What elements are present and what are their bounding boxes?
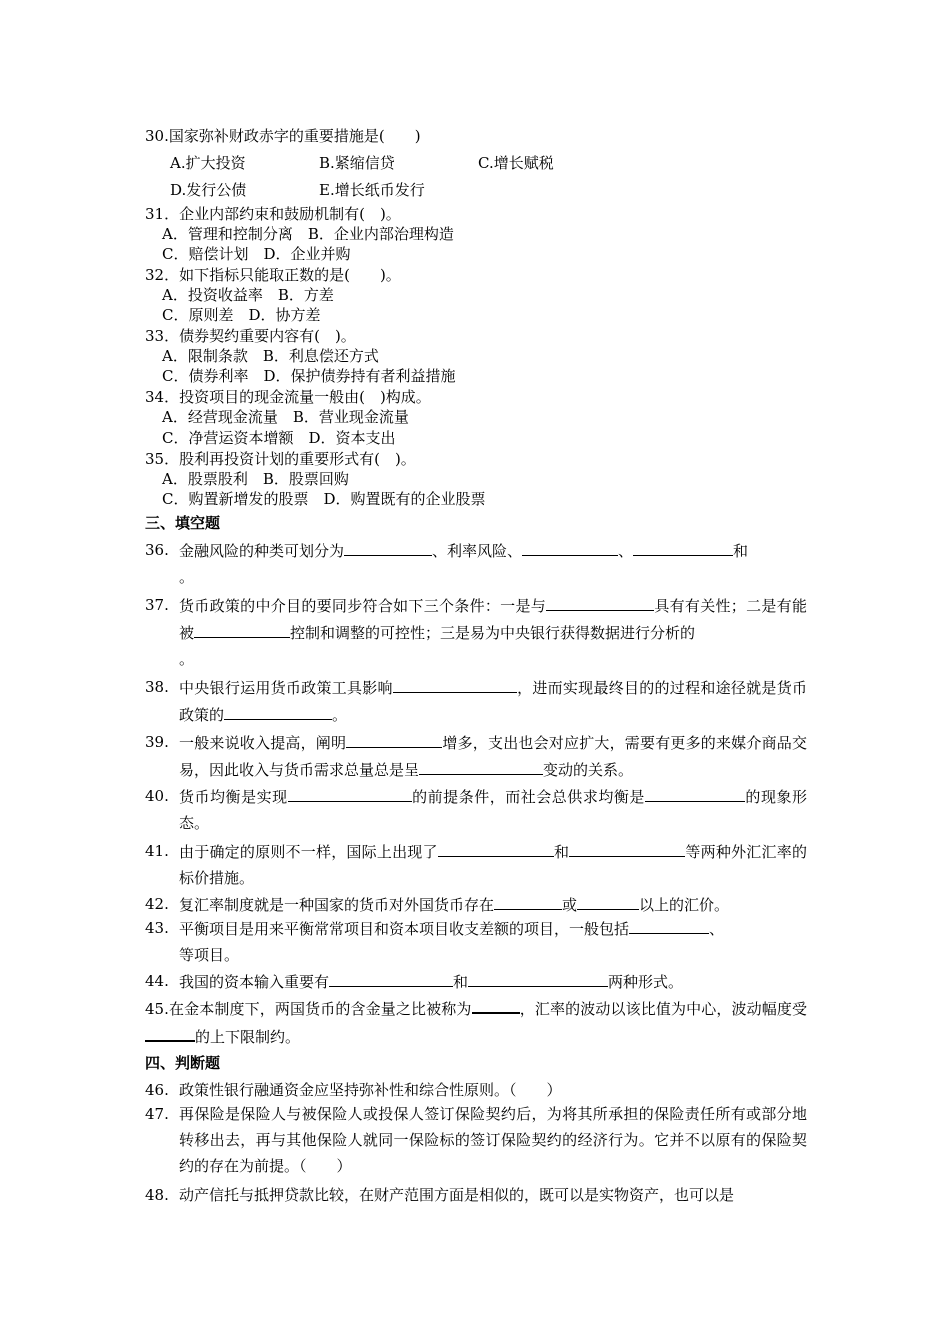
question-48-text: 动产信托与抵押贷款比较，在财产范围方面是相似的，既可以是实物资产，也可以是: [179, 1186, 735, 1204]
answer-blank[interactable]: [546, 592, 654, 611]
answer-blank[interactable]: [569, 838, 685, 857]
question-30-option-e: E.增长纸币发行: [319, 181, 425, 199]
question-36: [145, 537, 807, 589]
section-heading-fill-in: 三、填空题: [145, 514, 221, 532]
question-34-options-ab: A．经营现金流量 B．营业现金流量: [162, 408, 409, 426]
question-34-stem: 34．投资项目的现金流量一般由( )构成。: [145, 388, 431, 406]
question-42-text: 复汇率制度就是一种国家的货币对外国货币存在 或 以上的汇价。: [179, 891, 807, 918]
answer-blank[interactable]: [472, 994, 520, 1014]
question-number: 36.: [145, 541, 169, 559]
question-32-options-ab: A．投资收益率 B．方差: [162, 286, 334, 304]
question-35-options-cd: C．购置新增发的股票 D．购置既有的企业股票: [162, 490, 486, 508]
question-47: [145, 1101, 807, 1179]
question-41: [145, 838, 807, 890]
question-31-stem: 31．企业内部约束和鼓励机制有( )。: [145, 205, 401, 223]
answer-blank[interactable]: [224, 701, 332, 720]
question-number: 41.: [145, 842, 169, 860]
question-number: 37.: [145, 596, 169, 614]
question-33-stem: 33．债券契约重要内容有( )。: [145, 327, 356, 345]
question-30-option-b: B.紧缩信贷: [319, 154, 395, 172]
answer-blank[interactable]: [438, 838, 554, 857]
section-heading-true-false: 四、判断题: [145, 1054, 221, 1072]
question-38-text: 中央银行运用货币政策工具影响 ，进而实现最终目的的过程和途径就是货币政策的 。: [179, 674, 807, 728]
question-39-text: 一般来说收入提高，阐明 增多，支出也会对应扩大，需要有更多的来媒介商品交易，因此收入与货币需求总量总是呈 变动的关系。: [179, 729, 807, 783]
answer-blank[interactable]: [629, 915, 709, 934]
question-31-options-ab: A．管理和控制分离 B．企业内部治理构造: [162, 225, 454, 243]
question-37-text: 货币政策的中介目的要同步符合如下三个条件：一是与 具有有关性；二是有能被 控制和调整的可控性；三是易为中央银行获得数据进行分析的 。: [179, 592, 807, 672]
answer-blank[interactable]: [329, 968, 453, 987]
answer-blank[interactable]: [145, 1022, 195, 1042]
question-37: [145, 592, 807, 670]
answer-blank[interactable]: [468, 968, 608, 987]
question-number: 38.: [145, 678, 169, 696]
question-43-text: 平衡项目是用来平衡常常项目和资本项目收支差额的项目，一般包括 、 等项目。: [179, 915, 807, 968]
question-47-text: 再保险是保险人与被保险人或投保人签订保险契约后，为将其所承担的保险责任所有或部分地转移出去，再与其他保险人就同一保险标的签订保险契约的经济行为。它并不以原有的保险契约的存在为前提。（ ）: [179, 1105, 807, 1175]
answer-blank[interactable]: [419, 756, 543, 775]
answer-blank[interactable]: [194, 619, 290, 638]
question-number: 42.: [145, 895, 169, 913]
answer-blank[interactable]: [494, 891, 562, 910]
answer-blank[interactable]: [645, 783, 745, 802]
question-43: [145, 915, 807, 967]
answer-blank[interactable]: [393, 674, 517, 693]
answer-blank[interactable]: [288, 783, 412, 802]
answer-blank[interactable]: [346, 729, 442, 748]
question-number: 48.: [145, 1186, 169, 1204]
answer-blank[interactable]: [344, 537, 432, 556]
question-number: 47.: [145, 1105, 169, 1123]
question-41-text: 由于确定的原则不一样，国际上出现了 和 等两种外汇汇率的标价措施。: [179, 838, 807, 891]
question-33-options-ab: A．限制条款 B．利息偿还方式: [162, 347, 379, 365]
question-number: 44.: [145, 972, 169, 990]
question-number: 39.: [145, 733, 169, 751]
question-number: 46.: [145, 1081, 169, 1099]
question-44: [145, 968, 807, 994]
question-number: 40.: [145, 787, 169, 805]
question-36-text: 金融风险的种类可划分为 、利率风险、 、 和 。: [179, 537, 807, 590]
question-46-text: 政策性银行融通资金应坚持弥补性和综合性原则。（ ）: [179, 1081, 562, 1099]
question-35-options-ab: A．股票股利 B．股票回购: [162, 470, 349, 488]
question-30-stem: 30.国家弥补财政赤字的重要措施是( ): [145, 127, 421, 145]
question-35-stem: 35．股利再投资计划的重要形式有( )。: [145, 450, 416, 468]
question-38: [145, 674, 807, 726]
question-33-options-cd: C．债券利率 D．保护债券持有者利益措施: [162, 367, 456, 385]
question-45: [145, 994, 807, 1046]
answer-blank[interactable]: [522, 537, 618, 556]
question-34-options-cd: C．净营运资本增额 D．资本支出: [162, 429, 396, 447]
question-44-text: 我国的资本输入重要有 和 两种形式。: [179, 968, 807, 995]
question-30-option-c: C.增长赋税: [478, 154, 554, 172]
question-39: [145, 729, 807, 781]
question-45-text: 45.在金本制度下，两国货币的含金量之比被称为 ，汇率的波动以该比值为中心，波动幅度受 的上下限制约。: [145, 994, 807, 1050]
question-42: [145, 891, 807, 917]
question-48: [145, 1182, 807, 1208]
question-number: 43.: [145, 919, 169, 937]
question-30-option-d: D.发行公债: [170, 181, 247, 199]
question-32-options-cd: C．原则差 D．协方差: [162, 306, 321, 324]
question-40: [145, 783, 807, 835]
answer-blank[interactable]: [633, 537, 733, 556]
question-46: [145, 1077, 807, 1103]
question-32-stem: 32．如下指标只能取正数的是( )。: [145, 266, 401, 284]
question-31-options-cd: C．赔偿计划 D．企业并购: [162, 245, 351, 263]
answer-blank[interactable]: [577, 891, 639, 910]
question-30-option-a: A.扩大投资: [170, 154, 246, 172]
question-40-text: 货币均衡是实现 的前提条件，而社会总供求均衡是 的现象形态。: [179, 783, 807, 836]
